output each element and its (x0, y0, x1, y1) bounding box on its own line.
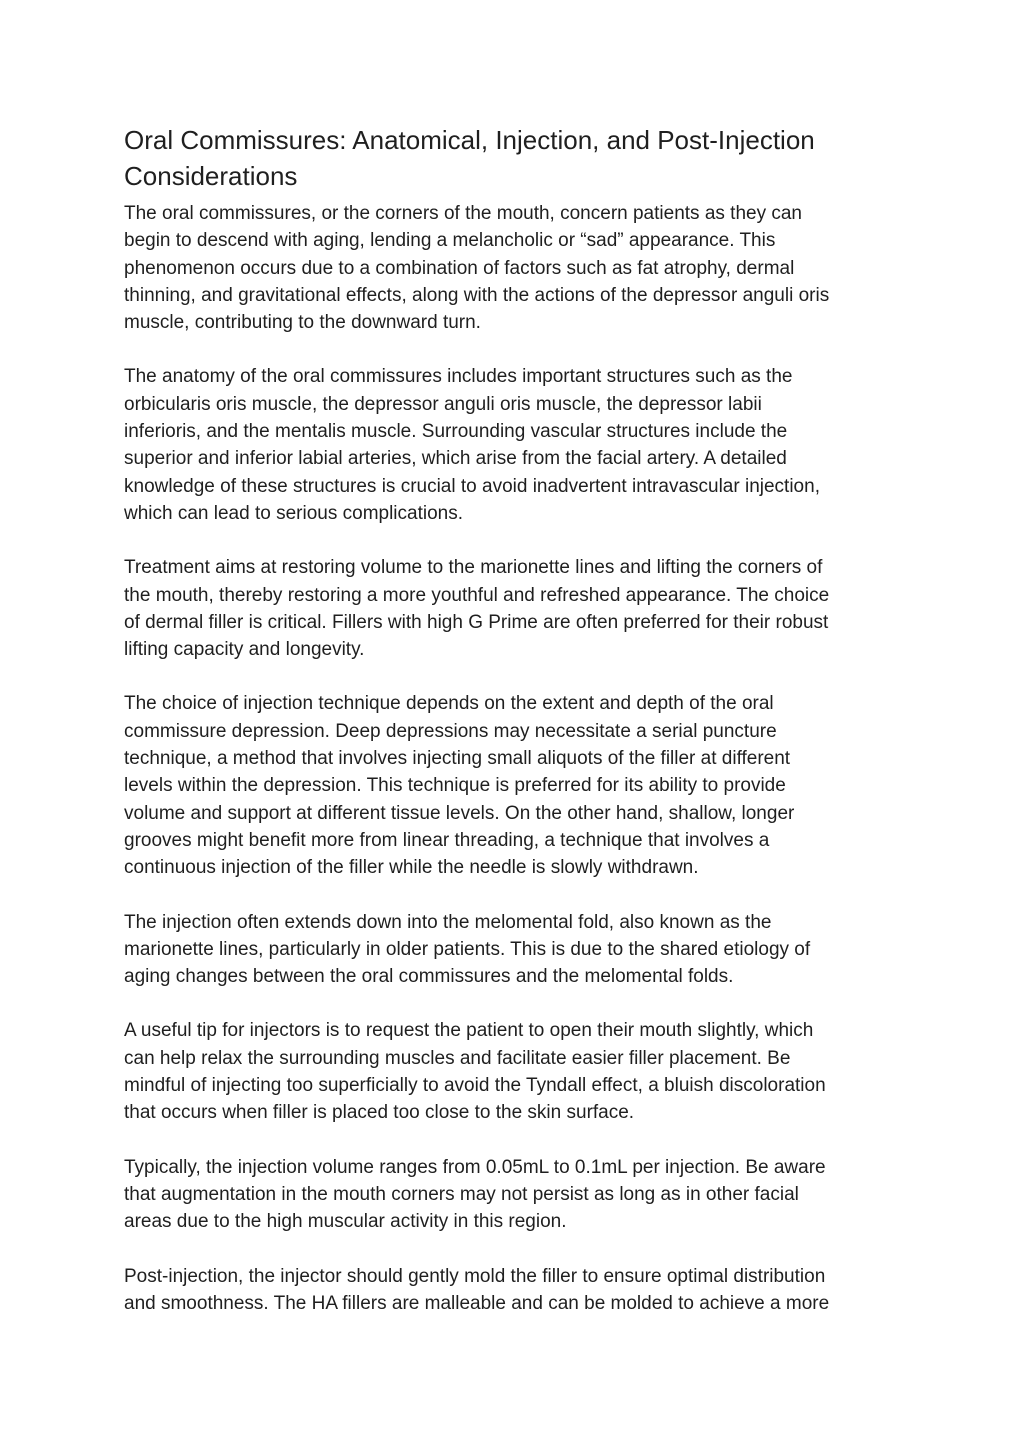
text-line: begin to descend with aging, lending a melancholic or “sad” appearance. This (124, 230, 776, 252)
title-line: Considerations (124, 161, 298, 191)
text-line: inferioris, and the mentalis muscle. Surrounding vascular structures include the (124, 421, 788, 443)
text-line: mindful of injecting too superficially to avoid the Tyndall effect, a bluish discoloration (124, 1075, 826, 1097)
text-line: thinning, and gravitational effects, along with the actions of the depressor anguli oris (124, 284, 830, 306)
paragraph-aging-description (124, 200, 904, 336)
document-title (124, 122, 904, 194)
paragraph-melomental-fold (124, 909, 904, 991)
text-line: continuous injection of the filler while the needle is slowly withdrawn. (124, 857, 699, 879)
text-line: that occurs when filler is placed too close to the skin surface. (124, 1102, 635, 1124)
text-line: technique, a method that involves injecting small aliquots of the filler at different (124, 748, 791, 770)
text-line: Typically, the injection volume ranges from 0.05mL to 0.1mL per injection. Be aware (124, 1156, 826, 1178)
text-line: orbicularis oris muscle, the depressor anguli oris muscle, the depressor labii (124, 393, 762, 415)
text-line: lifting capacity and longevity. (124, 639, 365, 661)
text-line: that augmentation in the mouth corners may not persist as long as in other facial (124, 1183, 799, 1205)
text-line: Treatment aims at restoring volume to the marionette lines and lifting the corners of (124, 557, 823, 579)
paragraph-treatment-aims (124, 554, 904, 663)
text-line: Post-injection, the injector should gently mold the filler to ensure optimal distribution (124, 1265, 826, 1287)
paragraph-injector-tip (124, 1017, 904, 1126)
title-line: Oral Commissures: Anatomical, Injection, and Post-Injection (124, 125, 815, 155)
text-line: knowledge of these structures is crucial to avoid inadvertent intravascular injection, (124, 475, 820, 497)
text-line: can help relax the surrounding muscles and facilitate easier filler placement. Be (124, 1047, 791, 1069)
text-line: and smoothness. The HA fillers are malleable and can be molded to achieve a more (124, 1292, 830, 1314)
text-line: which can lead to serious complications. (124, 502, 464, 524)
text-line: phenomenon occurs due to a combination of factors such as fat atrophy, dermal (124, 257, 795, 279)
text-line: of dermal filler is critical. Fillers with high G Prime are often preferred for their robust (124, 611, 829, 633)
document-page (124, 122, 904, 1344)
paragraph-anatomy (124, 363, 904, 527)
text-line: aging changes between the oral commissures and the melomental folds. (124, 966, 734, 988)
paragraph-post-injection (124, 1263, 904, 1318)
text-line: The injection often extends down into the melomental fold, also known as the (124, 911, 772, 933)
text-line: superior and inferior labial arteries, which arise from the facial artery. A detailed (124, 448, 787, 470)
text-line: The anatomy of the oral commissures includes important structures such as the (124, 366, 793, 388)
paragraph-injection-volume (124, 1154, 904, 1236)
text-line: areas due to the high muscular activity in this region. (124, 1211, 567, 1233)
text-line: the mouth, thereby restoring a more youthful and refreshed appearance. The choice (124, 584, 830, 606)
text-line: grooves might benefit more from linear threading, a technique that involves a (124, 829, 770, 851)
text-line: The choice of injection technique depends on the extent and depth of the oral (124, 693, 774, 715)
text-line: levels within the depression. This technique is preferred for its ability to provide (124, 775, 786, 797)
text-line: volume and support at different tissue levels. On the other hand, shallow, longer (124, 802, 795, 824)
text-line: marionette lines, particularly in older patients. This is due to the shared etiology of (124, 938, 811, 960)
text-line: commissure depression. Deep depressions may necessitate a serial puncture (124, 720, 777, 742)
paragraph-injection-technique (124, 690, 904, 881)
text-line: The oral commissures, or the corners of the mouth, concern patients as they can (124, 203, 802, 224)
text-line: muscle, contributing to the downward turn. (124, 312, 481, 334)
text-line: A useful tip for injectors is to request the patient to open their mouth slightly, which (124, 1020, 814, 1042)
